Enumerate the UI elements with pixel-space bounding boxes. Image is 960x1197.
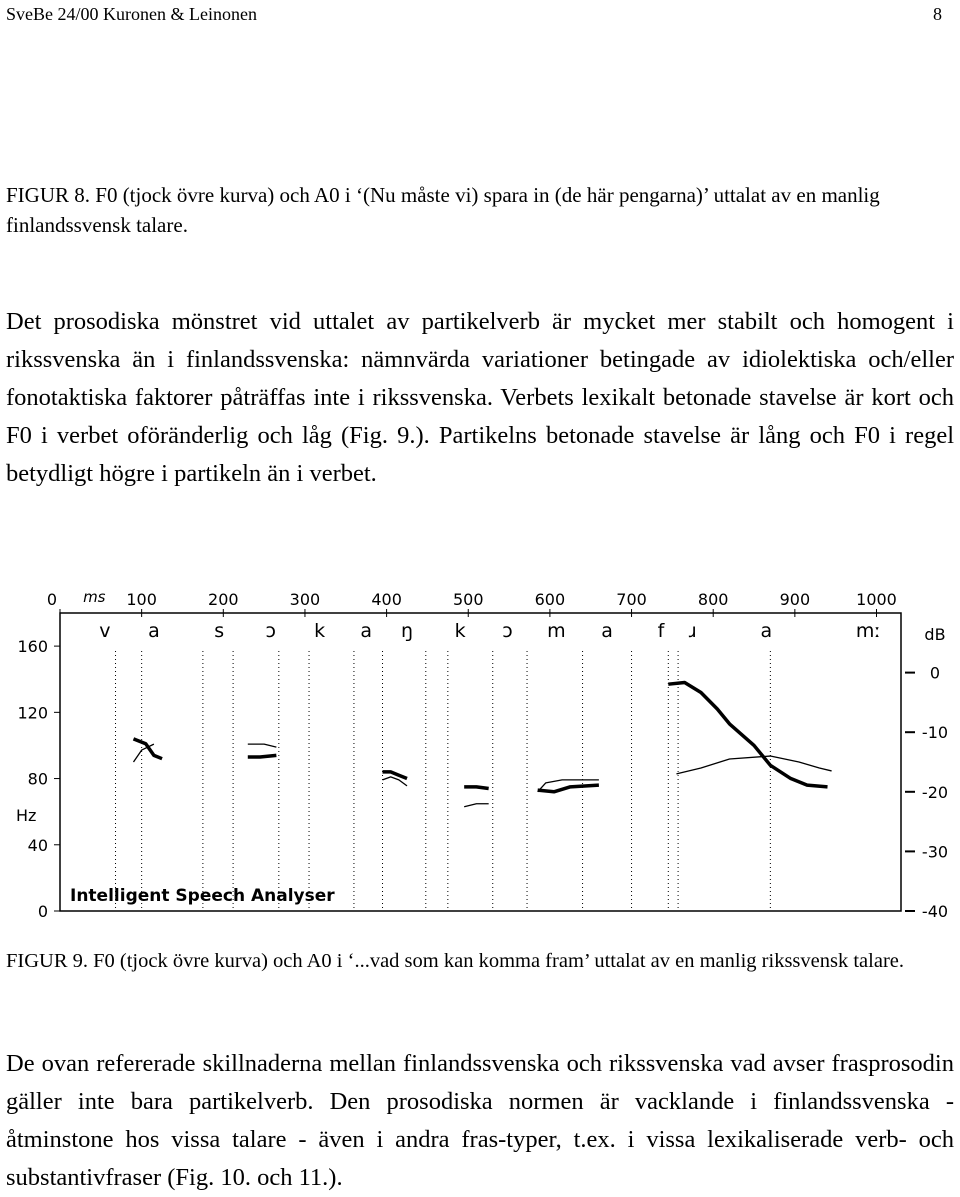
f0-curve-segment xyxy=(248,755,277,757)
segment-label: ŋ xyxy=(400,620,414,642)
segment-label: v xyxy=(99,620,111,642)
y-right-tick-label: 0 xyxy=(929,663,941,683)
running-title: SveBe 24/00 Kuronen & Leinonen xyxy=(6,4,257,24)
body-paragraph-1: Det prosodiska mönstret vid uttalet av partikelverb är mycket mer stabilt och homogent i rikssvenska än i finlandssvenska: nämnvärda variationer betingade av idiolektiska och/eller fonotaktiska faktorer påträffas inte i rikssvenska. Verbets lexikalt betonade stavelse är kort och F0 i verbet oföränderlig och låg (Fig. 9.). Partikelns betonade stavelse är lång och F0 i regel betydligt högre i partikeln än i verbet. xyxy=(6,308,954,487)
x-tick-label: 900 xyxy=(779,590,811,609)
f0-curve-segment xyxy=(464,787,488,789)
f0-curve-segment xyxy=(668,683,827,787)
a0-curve-segment xyxy=(248,744,277,747)
x-tick-label: 600 xyxy=(534,590,566,609)
figure9-caption: FIGUR 9. F0 (tjock övre kurva) och A0 i ‘...vad som kan komma fram’ uttalat av en manlig rikssvensk talare. xyxy=(6,950,904,972)
software-label: Intelligent Speech Analyser xyxy=(70,886,335,906)
segment-label: ɔ xyxy=(502,620,513,642)
segment-label: s xyxy=(214,620,225,642)
segment-label: m xyxy=(547,620,566,642)
y-left-tick-label: 40 xyxy=(27,835,48,855)
x-tick-label: 1000 xyxy=(856,590,897,609)
x-unit-label: ms xyxy=(83,588,106,606)
y-left-tick-label: 80 xyxy=(27,769,48,789)
y-right-tick-label: -10 xyxy=(921,723,949,743)
segment-label: ɹ xyxy=(688,620,697,642)
y-left-unit-label: Hz xyxy=(16,805,37,825)
segment-label: a xyxy=(148,620,160,642)
body-paragraph-2: De ovan refererade skillnaderna mellan finlandssvenska och rikssvenska vad avser frasprosodin gäller inte bara partikelverb. Den prosodiska normen är vacklande i finlandssvenska - åtminstone hos vissa talare - även i andra fras-typer, t.ex. i vissa lexikaliserade verb- och substantivfraser (Fig. 10. och 11.). xyxy=(6,1050,954,1191)
segment-label: k xyxy=(314,620,326,642)
x-tick-label: 0 xyxy=(46,590,58,609)
x-tick-label: 100 xyxy=(126,590,157,609)
f0-curve-segment xyxy=(538,785,599,792)
page-number: 8 xyxy=(933,4,942,24)
segment-label: mː xyxy=(855,620,881,642)
segment-label: k xyxy=(454,620,466,642)
x-tick-label: 700 xyxy=(616,590,647,609)
f0-a0-chart-svg xyxy=(0,585,960,925)
y-right-tick-label: -30 xyxy=(921,842,949,862)
segment-label: ɔ xyxy=(265,620,276,642)
y-left-tick-label: 0 xyxy=(37,902,48,921)
x-tick-label: 500 xyxy=(452,590,484,609)
segment-label: a xyxy=(601,620,613,642)
a0-curve-segment xyxy=(676,756,831,774)
x-tick-label: 200 xyxy=(208,590,239,609)
x-tick-label: 800 xyxy=(697,590,729,609)
a0-curve-segment xyxy=(464,804,488,807)
plot-frame xyxy=(60,613,901,911)
f0-curve-segment xyxy=(383,772,407,779)
segment-label: a xyxy=(760,620,773,642)
y-left-tick-label: 120 xyxy=(17,703,48,723)
figure9-chart xyxy=(0,585,960,925)
y-right-tick-label: -40 xyxy=(921,902,949,921)
x-tick-label: 300 xyxy=(289,590,321,609)
figure8-caption: FIGUR 8. F0 (tjock övre kurva) och A0 i ‘(Nu måste vi) spara in (de här pengarna)’ uttalat av en manlig finlandssvensk talare. xyxy=(6,183,880,237)
segment-label: a xyxy=(360,620,373,642)
segment-label: f xyxy=(657,620,665,642)
y-right-tick-label: -20 xyxy=(921,782,949,802)
y-left-tick-label: 160 xyxy=(17,637,48,657)
page-header xyxy=(6,2,942,26)
x-tick-label: 400 xyxy=(371,590,402,609)
y-right-unit-label: dB xyxy=(924,624,946,644)
